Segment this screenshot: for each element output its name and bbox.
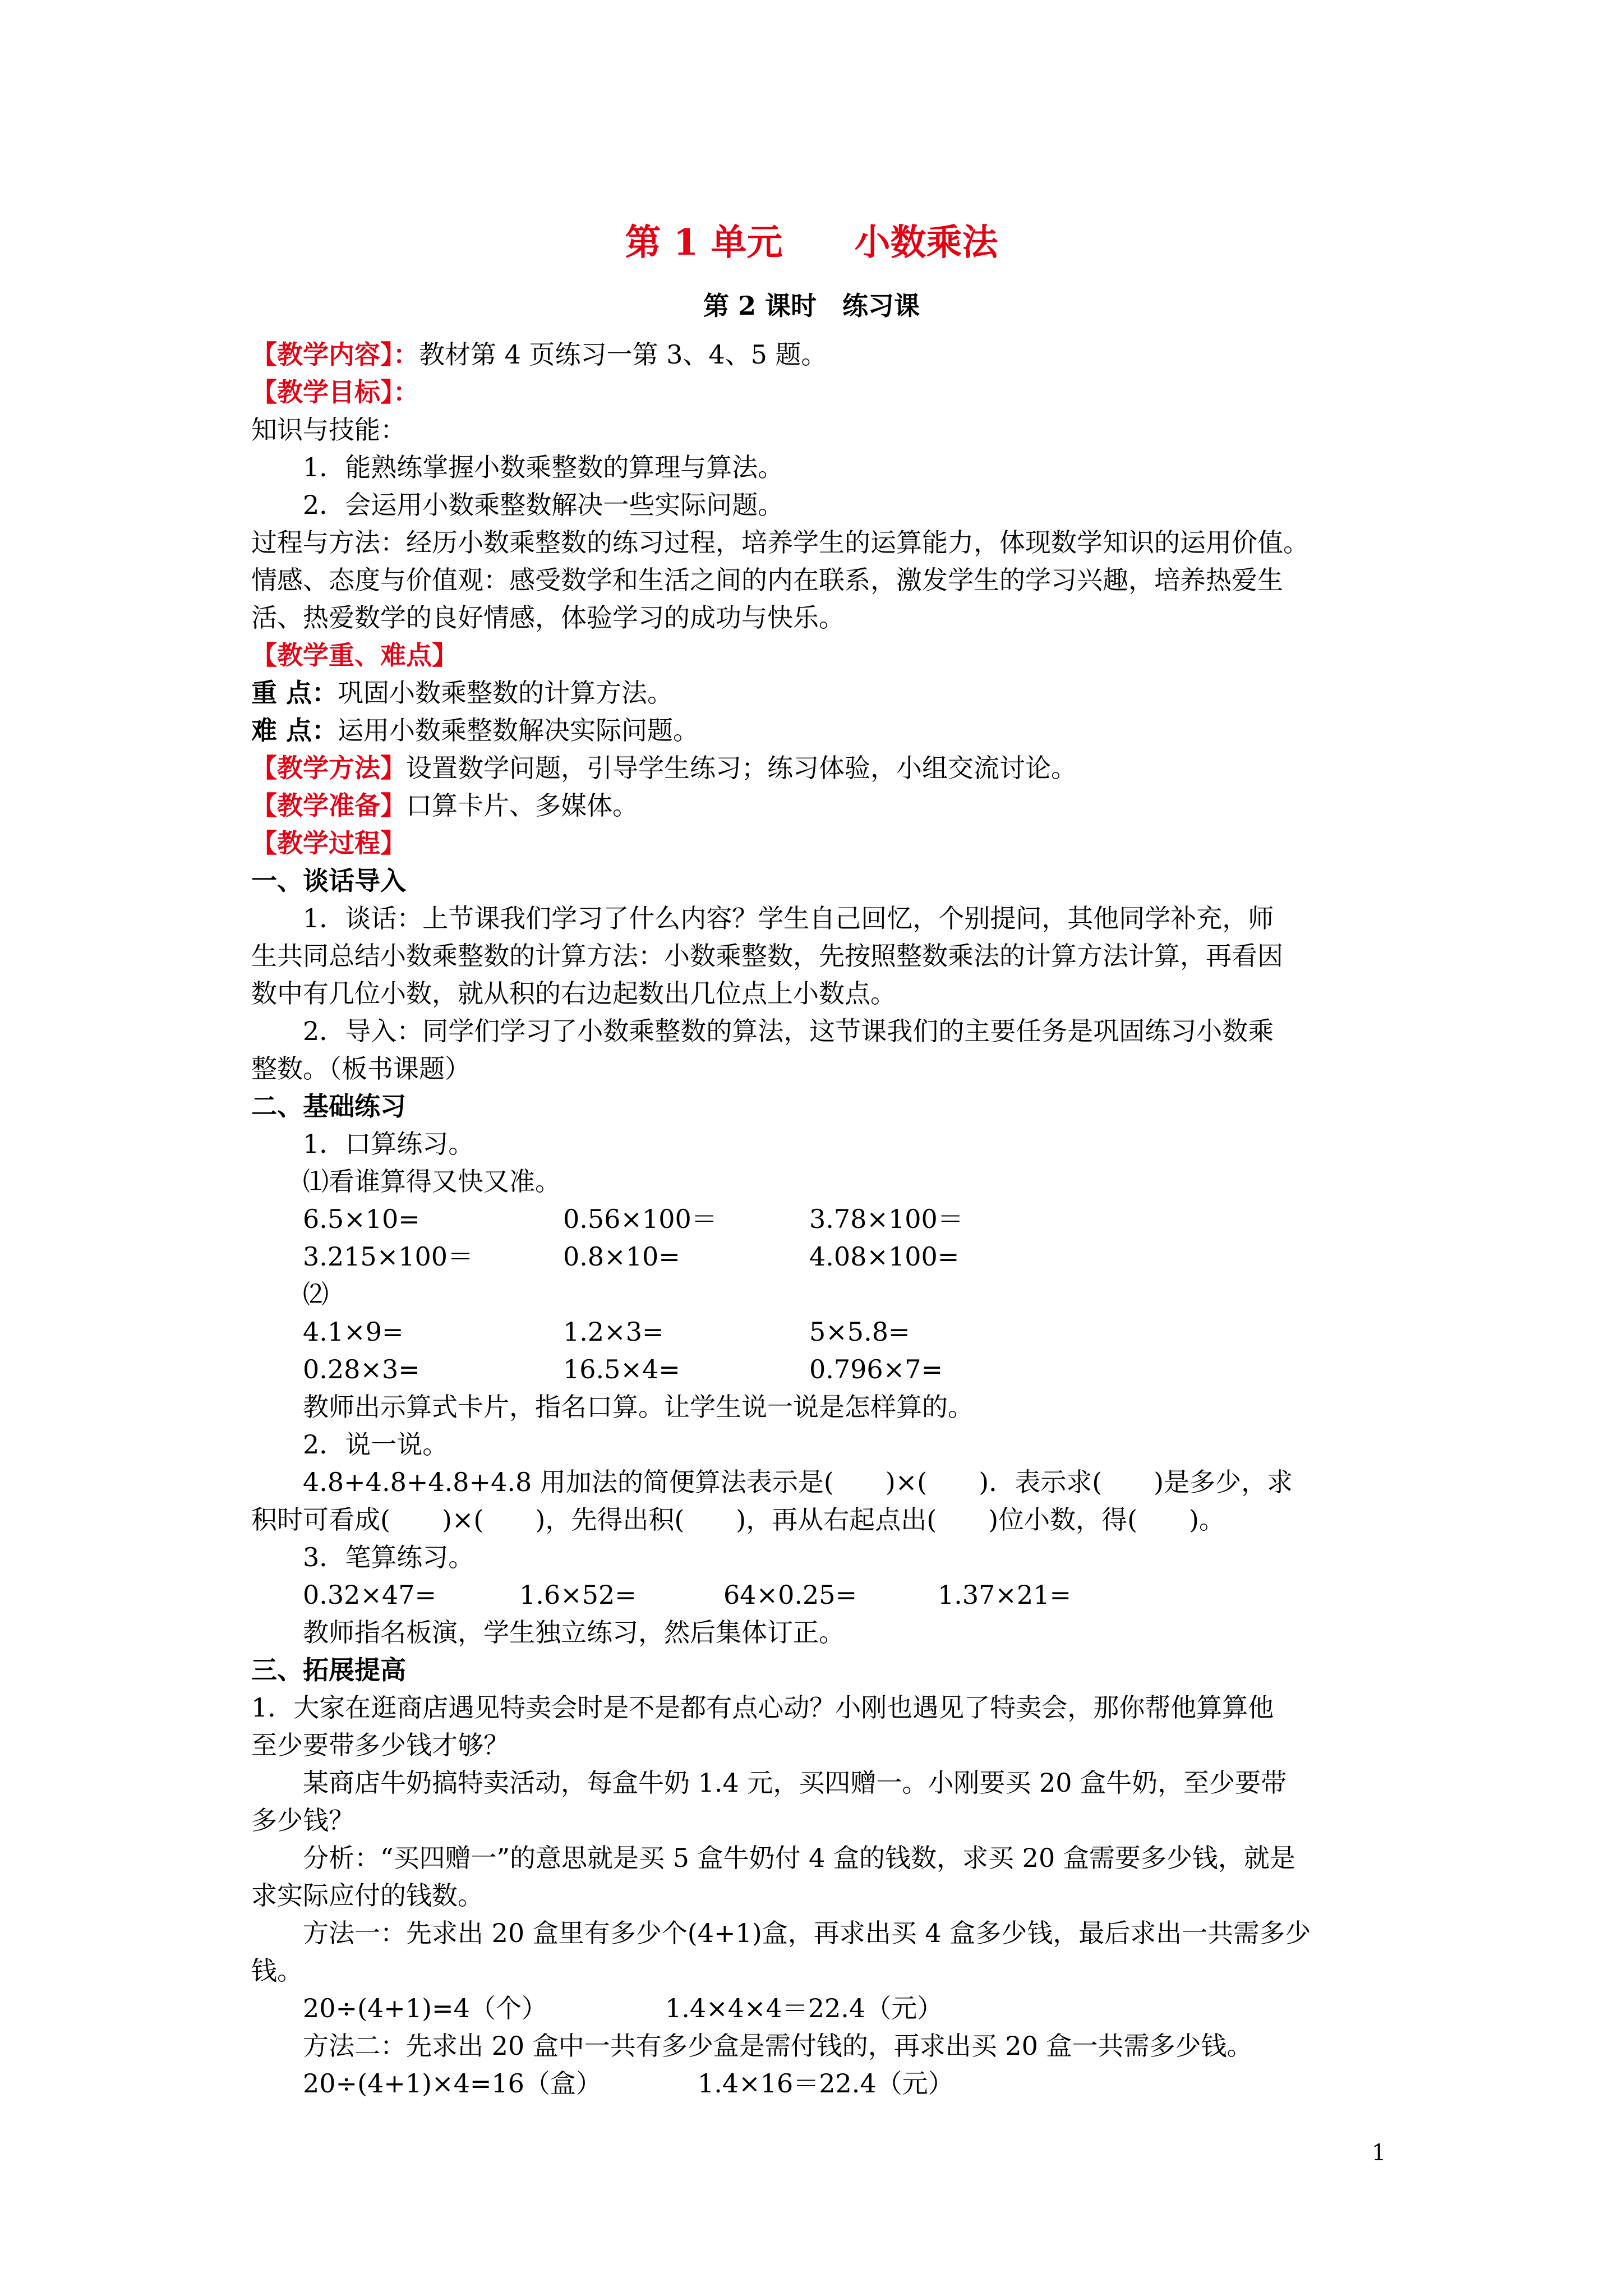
- objectives-label: 【教学目标】：: [251, 377, 419, 407]
- calc-item: 1.2×3=: [563, 1317, 664, 1347]
- content-text: 教材第 4 页练习一第 3、4、5 题。: [419, 339, 827, 370]
- key-point: [251, 676, 673, 710]
- section-1-p1-line-3: 数中有几位小数，就从积的右边起数出几位点上小数点。: [251, 978, 896, 1009]
- prep-label: 【教学准备】: [251, 790, 406, 821]
- emotion-line-2: 活、热爱数学的良好情感，体验学习的成功与快乐。: [251, 602, 845, 633]
- unit-title: 第 1 单元 小数乘法: [625, 222, 998, 264]
- question-1-line-2: 至少要带多少钱才够？: [251, 1730, 509, 1760]
- teaching-content: [251, 338, 827, 371]
- analysis-line-1: 分析：“买四赠一”的意思就是买 5 盒牛奶付 4 盒的钱数，求买 20 盒需要多少钱，就是: [303, 1843, 1295, 1873]
- calc-item: 64×0.25=: [723, 1580, 857, 1610]
- section-1-p1-line-2: 生共同总结小数乘整数的计算方法：小数乘整数，先按照整数乘法的计算方法计算，再看因: [251, 941, 1283, 971]
- difficult-point: [251, 714, 699, 747]
- section-1-p2-line-2: 整数。（板书课题）: [251, 1053, 471, 1084]
- section-1-p2-line-1: 2．导入：同学们学习了小数乘整数的算法，这节课我们的主要任务是巩固练习小数乘: [303, 1016, 1274, 1046]
- process-method: 过程与方法：经历小数乘整数的练习过程，培养学生的运算能力，体现数学知识的运用价值。: [251, 527, 1309, 558]
- section-2-heading: 二、基础练习: [251, 1091, 406, 1121]
- written-practice-title: 3．笔算练习。: [303, 1542, 474, 1572]
- method-label: 【教学方法】: [251, 753, 406, 783]
- section-3-heading: 三、拓展提高: [251, 1655, 406, 1685]
- calc-item: 4.1×9=: [303, 1317, 404, 1347]
- calc-item: 3.215×100＝: [303, 1241, 474, 1272]
- objective-item-1: 1．能熟练掌握小数乘整数的算理与算法。: [303, 452, 784, 482]
- calc-item: 0.32×47=: [303, 1580, 437, 1610]
- say-title: 2．说一说。: [303, 1429, 449, 1460]
- method-1-line-2: 钱。: [251, 1955, 303, 1986]
- content-label: 【教学内容】：: [251, 339, 419, 370]
- calc-item: 4.08×100=: [809, 1241, 960, 1272]
- problem-line-2: 多少钱？: [251, 1805, 354, 1835]
- key-point-text: 巩固小数乘整数的计算方法。: [338, 678, 674, 708]
- difficult-point-text: 运用小数乘整数解决实际问题。: [338, 715, 699, 746]
- part-1-label: ⑴看谁算得又快又准。: [303, 1166, 561, 1197]
- method-1-line-1: 方法一：先求出 20 盒里有多少个(4+1)盒，再求出买 4 盒多少钱，最后求出一共需多少: [303, 1918, 1311, 1948]
- knowledge-label: 知识与技能：: [251, 415, 406, 445]
- calc-item: 0.8×10=: [563, 1241, 680, 1272]
- calc-item: 0.28×3=: [303, 1354, 420, 1384]
- method-1-calc: 20÷(4+1)=4（个）: [303, 1993, 547, 2023]
- process-label: 【教学过程】: [251, 828, 406, 858]
- section-1-p1-line-1: 1．谈话：上节课我们学习了什么内容？学生自己回忆，个别提问，其他同学补充，师: [303, 903, 1274, 933]
- lesson-subtitle: 第 2 课时 练习课: [703, 291, 920, 321]
- board-instruction: 教师指名板演，学生独立练习，然后集体订正。: [303, 1617, 845, 1648]
- teaching-prep: [251, 789, 638, 822]
- cards-instruction: 教师出示算式卡片，指名口算。让学生说一说是怎样算的。: [303, 1392, 974, 1422]
- method-2-line: 方法二：先求出 20 盒中一共有多少盒是需付钱的，再求出买 20 盒一共需多少钱。: [303, 2031, 1253, 2061]
- page-number: 1: [1372, 2140, 1386, 2166]
- method-1-calc: 1.4×4×4＝22.4（元）: [665, 1993, 943, 2023]
- part-2-label: ⑵: [303, 1279, 329, 1309]
- say-line-1: 4.8+4.8+4.8+4.8 用加法的简便算法表示是( )×( )．表示求( )是多少，求: [303, 1467, 1293, 1497]
- key-point-label: 重 点：: [251, 678, 338, 708]
- emotion-line-1: 情感、态度与价值观：感受数学和生活之间的内在联系，激发学生的学习兴趣，培养热爱生: [251, 565, 1283, 595]
- calc-item: 6.5×10=: [303, 1204, 420, 1234]
- section-1-heading: 一、谈话导入: [251, 866, 406, 896]
- calc-item: 0.796×7=: [809, 1354, 943, 1384]
- teaching-method: [251, 751, 1077, 785]
- analysis-line-2: 求实际应付的钱数。: [251, 1880, 483, 1911]
- problem-line-1: 某商店牛奶搞特卖活动，每盒牛奶 1.4 元，买四赠一。小刚要买 20 盒牛奶，至少要带: [303, 1768, 1287, 1798]
- calc-item: 1.6×52=: [519, 1580, 637, 1610]
- calc-item: 1.37×21=: [938, 1580, 1072, 1610]
- calc-item: 5×5.8=: [809, 1317, 910, 1347]
- difficult-point-label: 难 点：: [251, 715, 338, 746]
- say-line-2: 积时可看成( )×( )，先得出积( )，再从右起点出( )位小数，得( )。: [251, 1504, 1225, 1535]
- oral-practice-title: 1．口算练习。: [303, 1129, 474, 1159]
- method-2-calc: 1.4×16＝22.4（元）: [698, 2068, 954, 2099]
- calc-item: 3.78×100＝: [809, 1204, 963, 1234]
- objective-item-2: 2．会运用小数乘整数解决一些实际问题。: [303, 490, 784, 520]
- question-1-line-1: 1．大家在逛商店遇见特卖会时是不是都有点心动？小刚也遇见了特卖会，那你帮他算算他: [251, 1692, 1274, 1723]
- key-points-label: 【教学重、难点】: [251, 640, 458, 670]
- method-text: 设置数学问题，引导学生练习；练习体验，小组交流讨论。: [406, 753, 1077, 783]
- calc-item: 16.5×4=: [563, 1354, 680, 1384]
- method-2-calc: 20÷(4+1)×4=16（盒）: [303, 2068, 602, 2099]
- prep-text: 口算卡片、多媒体。: [406, 790, 638, 821]
- calc-item: 0.56×100＝: [563, 1204, 717, 1234]
